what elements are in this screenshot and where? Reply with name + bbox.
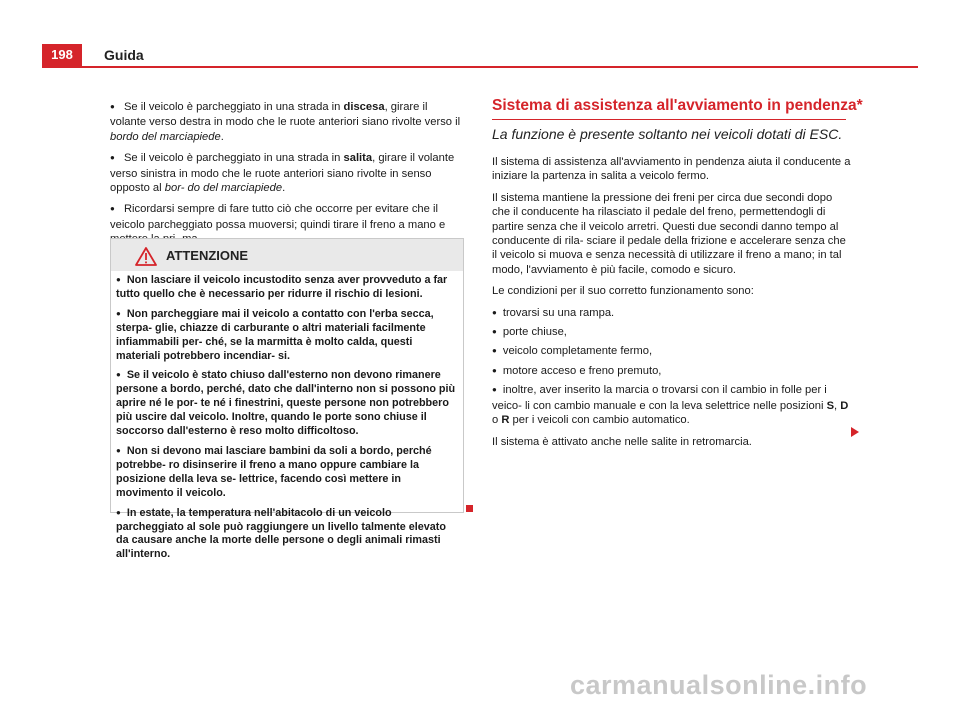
- warning-triangle-icon: [135, 247, 157, 266]
- condition-item: ● veicolo completamente fermo,: [492, 344, 852, 359]
- warning-title: ATTENZIONE: [166, 248, 249, 263]
- warning-header: [111, 239, 463, 271]
- warning-item: ● Non parcheggiare mai il veicolo a contatto con l'erba secca, sterpa- glie, chiazze di carburante o altri materiali facilmente infiammabili per- ché, se la marmitta è molto calda, questi materiali potrebbero incendiar- si.: [116, 308, 456, 364]
- condition-item: ● trovarsi su una rampa.: [492, 306, 852, 321]
- condition-item: ● porte chiuse,: [492, 325, 852, 340]
- warning-item: ● Non lasciare il veicolo incustodito senza aver provveduto a far tutto quello che è necessario per ridurre il rischio di lesioni.: [116, 274, 456, 302]
- warning-box: [110, 238, 464, 561]
- section-subtitle: La funzione è presente soltanto nei veicoli dotati di ESC.: [492, 126, 843, 142]
- paragraph: Il sistema è attivato anche nelle salite in retromarcia.: [492, 435, 752, 448]
- warning-item: ● In estate, la temperatura nell'abitacolo di un veicolo parcheggiato al sole può raggiungere un livello talmente elevato da causare anche la morte delle persone o degli animali rimasti all'interno.: [116, 507, 456, 563]
- warning-body: [116, 274, 456, 568]
- paragraph: Le condizioni per il suo corretto funzionamento sono:: [492, 285, 754, 298]
- right-column: [492, 155, 852, 456]
- list-item: ● Se il veicolo è parcheggiato in una strada in salita, girare il volante verso sinistra in modo che le ruote anteriori siano rivolte in senso opposto al bor- do del marciapiede.: [110, 151, 464, 195]
- paragraph: Il sistema di assistenza all'avviamento in pendenza aiuta il conducente a iniziare la partenza in salita a veicolo fermo.: [492, 156, 851, 183]
- watermark: carmanualsonline.info: [570, 670, 868, 700]
- warning-item: ● Non si devono mai lasciare bambini da soli a bordo, perché potrebbe- ro disinserire il freno a mano oppure cambiare la posizione della leva se- lettrice, facendo così mettere in movimento il veicolo.: [116, 445, 456, 501]
- section-title-rule: [492, 119, 846, 120]
- left-column: [110, 100, 464, 254]
- list-item: ● Ricordarsi sempre di fare tutto ciò che occorre per evitare che il veicolo parcheggiato possa muoversi; quindi tirare il freno a mano e: [110, 202, 464, 246]
- list-item: ● Se il veicolo è parcheggiato in una strada in discesa, girare il volante verso destra in modo che le ruote anteriori siano rivolte verso il bordo del marciapiede.: [110, 100, 464, 144]
- paragraph: Il sistema mantiene la pressione dei freni per circa due secondi dopo che il conducente ha rilasciato il pedale del freno, permettendogli di partire senza che il veicolo arretri. Questi due secondi danno tempo al conducente di rila- sciare il pedale della frizione e accelerare senza che il veicolo si muova e senza necessità di utilizzare il freno a mano; in tal modo, l'avviamento è più facile, comodo e sicuro.: [492, 191, 846, 276]
- page-header-title: Guida: [104, 47, 144, 63]
- continue-arrow-icon: [851, 427, 859, 437]
- section-end-marker: [466, 505, 473, 512]
- page-number: 198: [42, 44, 82, 66]
- warning-item: ● Se il veicolo è stato chiuso dall'esterno non devono rimanere persone a bordo, perché, dato che dall'interno non si possono più aprire né le por- te né i finestrini, queste persone non potrebbero più uscire dal veicolo. Inoltre, quando le porte sono chiuse il soccorso dall'esterno è reso molto difficoltoso.: [116, 369, 456, 439]
- condition-item: ● motore acceso e freno premuto,: [492, 364, 852, 379]
- condition-item: ● inoltre, aver inserito la marcia o trovarsi con il cambio in folle per i veico- li con cambio manuale e con la leva selettrice nelle posizioni S, D o R per i veicoli con cambio automatico.: [492, 383, 852, 427]
- header-divider: [42, 66, 918, 68]
- section-title: Sistema di assistenza all'avviamento in pendenza*: [492, 97, 863, 114]
